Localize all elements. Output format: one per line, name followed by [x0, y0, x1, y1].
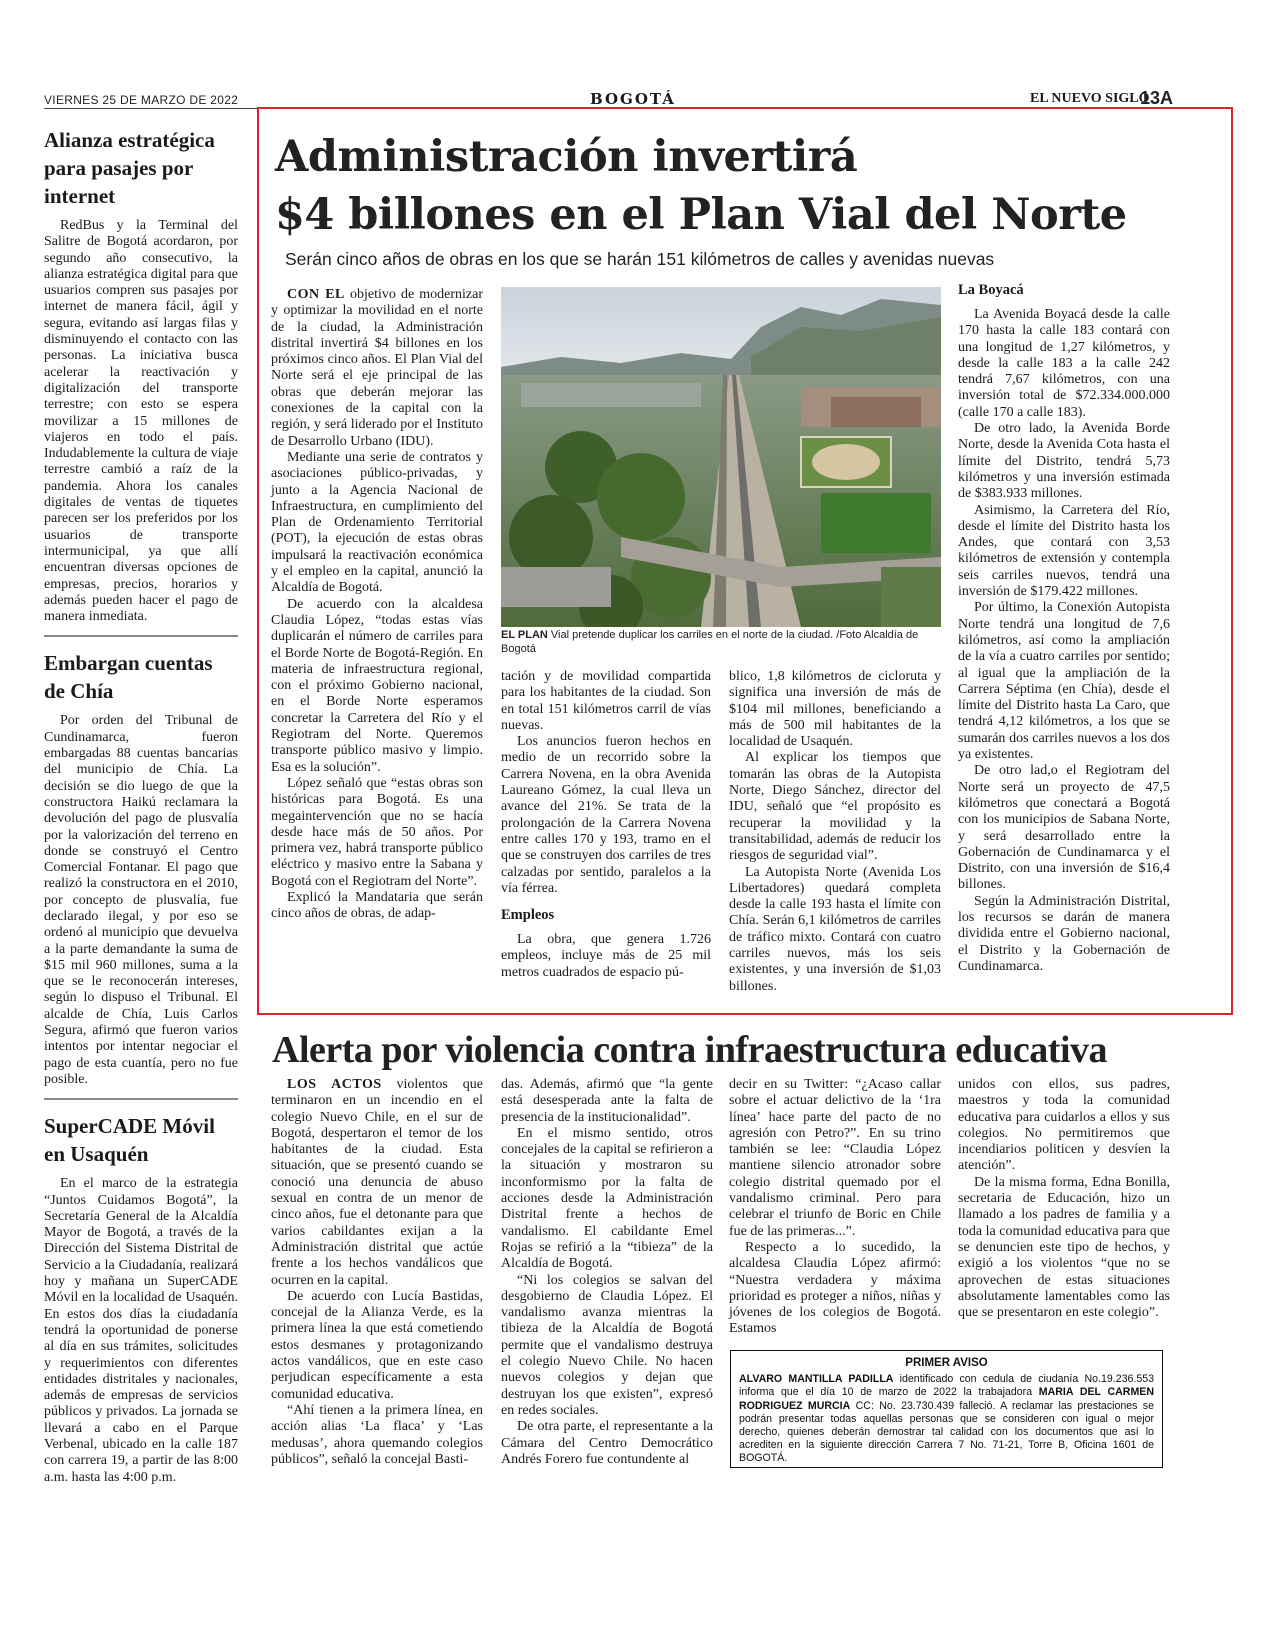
- second-headline: Alerta por violencia contra infraestructura educativa: [272, 1029, 1108, 1071]
- article-paragraph: De otro lado, la Avenida Borde Norte, desde la Avenida Cota hasta el límite del Distrito, tendrá 5,73 kilómetros y una inversión estimada de $383.933 millones.: [958, 421, 1170, 502]
- article-paragraph: “Ahí tienen a la primera línea, en acción alias ‘La flaca’ y ‘Las medusas’, ahora quemando colegios públicos”, señaló la concejal Basti-: [271, 1402, 483, 1467]
- section-name: BOGOTÁ: [590, 90, 676, 108]
- brief-title: Embargan cuentas de Chía: [44, 651, 213, 704]
- article-paragraph: De acuerdo con Lucía Bastidas, concejal de la Alianza Verde, es la primera línea la que está cometiendo estos desmanes y protagonizando actos vandálicos, que en este caso perjudican específicamente a esta comunidad educativa.: [271, 1288, 483, 1402]
- main-col-1: [271, 287, 483, 923]
- article-paragraph: De otra parte, el representante a la Cámara del Centro Democrático Andrés Forero fue contundente al: [501, 1419, 713, 1467]
- article-paragraph: Respecto a lo sucedido, la alcaldesa Claudia López afirmó: “Nuestra verdadera y máxima prioridad es proteger a niños, niñas y jóvenes de los colegios de Bogotá. Estamos: [729, 1239, 941, 1337]
- brief-paragraph: En el marco de la estrategia “Juntos Cuidamos Bogotá”, la Secretaría General de la Alcaldía Mayor de Bogotá, a través de la Dirección del Sistema Distrital de Servicio a la Ciudadanía, realizará hoy y mañana un SuperCADE Móvil en la localidad de Usaquén. En estos dos días la ciudadanía tendrá la oportunidad de ponerse al día en sus trámites, solicitudes y requerimientos con diferentes entidades distritales y nacionales, además de empresas de servicios públicos y privados. La jornada se llevará a cabo en el Parque Verbenal, ubicado en la calle 187 con carrera 19, a partir de las 8:00 a.m. hasta las 4:00 p.m.: [44, 1176, 238, 1485]
- brief-chia: [44, 649, 238, 1088]
- article-paragraph: decir en su Twitter: “¿Acaso callar sobre el actuar delictivo de la ‘1ra línea’ hace parte del pacto de no agresión con Petro?”. En su trino también se lee: “Claudia López mantiene silencio atronador sobre colegio distrital quemado por el vandalismo criminal. Pero para celebrar el triunfo de Boric en Chile fue de las primeras...”.: [729, 1077, 941, 1239]
- subhead-empleos: Empleos: [501, 907, 555, 924]
- notice-title: PRIMER AVISO: [905, 1357, 988, 1369]
- article-paragraph: López señaló que “estas obras son históricas para Bogotá. Es una megaintervención que no se hacía desde hace más de 50 años. Por primera vez, habrá transporte público eléctrico y masivo entre la Sabana y Bogotá con el Regiotram del Norte”.: [271, 775, 483, 889]
- brief-paragraph: RedBus y la Terminal del Salitre de Bogotá acordaron, por segundo año consecutivo, la alianza estratégica digital para que usuarios compren sus pasajes por internet de manera fácil, ágil y segura, evitando así largas filas y disminuyendo el contacto con las personas. La iniciativa busca acelerar la reactivación y digitalización del transporte terrestre; con esto se espera movilizar a 15 millones de viajeros en todo el país. Indudablemente la cultura de viaje terrestre cambió a raíz de la pandemia. Ahora los canales digitales de ventas de tiquetes parecen ser los preferidos por los usuarios de transporte intermunicipal, ya que allí encuentran diversas opciones de empresas, precios, horarios y además pueden hacer el pago de manera inmediata.: [44, 218, 238, 625]
- article-paragraph: Por último, la Conexión Autopista Norte tendrá una longitud de 7,6 kilómetros, así como la ampliación de la vía a cuatro carriles por sentido; al igual que la ampliación de la Carrera Séptima (en Chía), desde el límite del Distrito hasta La Caro, que tendrá 4,12 kilómetros, a los que se sumarán dos carriles nuevos a los dos ya existentes.: [958, 600, 1170, 763]
- main-headline: [275, 128, 1205, 244]
- article-paragraph: La obra, que genera 1.726 empleos, incluye más de 25 mil metros cuadrados de espacio pú-: [501, 932, 711, 980]
- article-paragraph: Según la Administración Distrital, los recursos se darán de manera dividida entre el Gobierno nacional, el Distrito y la Gobernación de Cundinamarca.: [958, 893, 1170, 974]
- article-paragraph: unidos con ellos, sus padres, maestros y toda la comunidad educativa para cuidarlos a ellos y sus colegios. No permitiremos que incendiarios politicen y desvíen la atención”.: [958, 1077, 1170, 1174]
- second-col-2: [501, 1077, 713, 1468]
- article-paragraph: De acuerdo con la alcaldesa Claudia López, “todas estas vías duplicarán el número de carriles para el Borde Norte de Bogotá-Región. En materia de infraestructura regional, con el próximo Gobierno nacional, en el Borde Norte esperamos concretar la Carretera del Río y el Regiotram del Norte. Queremos transporte público masivo y limpio. Esa es la solución”.: [271, 596, 483, 775]
- brief-supercade: [44, 1112, 238, 1486]
- page-number: 13A: [1140, 88, 1174, 108]
- brief-title: SuperCADE Móvil en Usaquén: [44, 1114, 215, 1167]
- sidebar: [44, 126, 238, 1486]
- notice-name: ALVARO MANTILLA PADILLA: [739, 1373, 894, 1386]
- notice-name: MARIA DEL CARMEN RODRIGUEZ MURCIA: [739, 1386, 1154, 1412]
- lead-in: LOS ACTOS: [287, 1077, 382, 1092]
- subhead-la-boyaca: La Boyacá: [958, 282, 1024, 298]
- article-paragraph: violentos que terminaron en un incendio en el colegio Nuevo Chile, en el sur de Bogotá, despertaron el temor de los habitantes de la ciudad. Esta situación, que se presentó cuando se conoció una denuncia de abuso sexual en contra de un menor de cinco años, fue el detonante para que varios cabildantes exijan a la Administración distrital que actúe frente a los hechos vandálicos que ocurren en la capital.: [271, 1077, 483, 1288]
- main-col-2: [501, 669, 711, 981]
- caption-text: Vial pretende duplicar los carriles en el norte de la ciudad. /Foto Alcaldía de Bogotá: [501, 629, 919, 655]
- main-col-4: [958, 282, 1170, 975]
- notice-body: [739, 1373, 1154, 1465]
- article-paragraph: objetivo de modernizar y optimizar la movilidad en el norte de la ciudad, la Administración distrital invertirá $4 billones en los próximos cinco años. El Plan Vial del Norte será el eje principal de las obras que deberán mejorar las conexiones de la capital con la región, y será liderado por el Instituto de Desarrollo Urbano (IDU).: [271, 287, 484, 449]
- headline-line: $4 billones en el Plan Vial del Norte: [275, 190, 1127, 240]
- article-paragraph: blico, 1,8 kilómetros de cicloruta y significa una inversión de más de $104 mil millones, beneficiando a más de 500 mil habitantes de la localidad de Usaquén.: [729, 669, 941, 750]
- brief-divider: [44, 635, 238, 637]
- article-paragraph: La Autopista Norte (Avenida Los Libertadores) quedará completa desde la calle 193 hasta el límite con Chía. Serán 6,1 kilómetros de carriles de tráfico mixto. Contará con cuatro carriles nuevos, más los seis existentes, y una inversión de $1,03 billones.: [729, 864, 941, 994]
- brief-redbus: [44, 126, 238, 625]
- caption-lead: EL PLAN: [501, 629, 548, 641]
- article-paragraph: das. Además, afirmó que “la gente está desesperada ante la falta de presencia de la institucionalidad”.: [501, 1077, 713, 1125]
- article-paragraph: Explicó la Mandataria que serán cinco años de obras, de adap-: [271, 889, 483, 922]
- photo-caption: [501, 628, 941, 656]
- article-paragraph: tación y de movilidad compartida para los habitantes de la ciudad. Son en total 151 kilómetros carril de vías nuevas.: [501, 669, 711, 733]
- legal-notice-box: [730, 1350, 1163, 1468]
- issue-date: VIERNES 25 DE MARZO DE 2022: [44, 93, 239, 107]
- brief-paragraph: Por orden del Tribunal de Cundinamarca, fueron embargadas 88 cuentas bancarias del municipio de Chía. La decisión se dio luego de que la constructora Haikú reclamara la devolución del pago de plusvalía por la valorización del terreno en donde se construyó el Centro Comercial Fontanar. El pago que realizó la constructora en el 2010, por concepto de plusvalía, fue declarado ilegal, y por eso se ordenó al municipio que devuelva a la parte demandante la suma de $15 mil 960 millones, suma a la que se le reconocerán intereses, según lo dispuso el Tribunal. El alcalde de Chía, Luis Carlos Segura, afirmó que fueron varios intentos por intentar negociar el pago de esta cuantía, pero no fue posible.: [44, 713, 238, 1087]
- main-deck: Serán cinco años de obras en los que se harán 151 kilómetros de calles y avenidas nuevas: [285, 249, 995, 269]
- brief-divider: [44, 1098, 238, 1100]
- article-paragraph: Al explicar los tiempos que tomarán las obras de la Autopista Norte, Diego Sánchez, director del IDU, señaló que “el propósito es recuperar la movilidad y la transitabilidad, además de reducir los riesgos de seguridad vial”.: [729, 750, 941, 864]
- article-paragraph: Mediante una serie de contratos y asociaciones público-privadas, y junto a la Agencia Nacional de Infraestructura, en cumplimiento del Plan de Ordenamiento Territorial (POT), la ejecución de estas obras impulsará la reactivación económica y el empleo en la capital, anunció la Alcaldía de Bogotá.: [271, 449, 483, 596]
- article-paragraph: La Avenida Boyacá desde la calle 170 hasta la calle 183 contará con una longitud de 1,27 kilómetros, y desde la calle 183 a la calle 242 tendrá 7,67 kilómetros, con una inversión total de $72.334.000.000 (calle 170 a calle 183).: [958, 307, 1170, 420]
- article-paragraph: De la misma forma, Edna Bonilla, secretaria de Educación, hizo un llamado a los padres de familia y a toda la comunidad educativa para que se denuncien este tipo de hechos, y exigió a los violentos “que no se aprovechen de estas situaciones absolutamente lamentables como las que se presentaron en este colegio”.: [958, 1174, 1170, 1321]
- article-paragraph: De otro lad,o el Regiotram del Norte será un proyecto de 47,5 kilómetros que conectará a Bogotá con los municipios de Sabana Norte, y será desarrollado entre la Gobernación de Cundinamarca y el Distrito, con una inversión de $16,4 billones.: [958, 763, 1170, 893]
- headline-line: Administración invertirá: [275, 132, 858, 182]
- notice-text: identificado con cedula de ciudanía No.19.236.553 informa que el día 10 de marzo de 2022 la trabajadora: [739, 1373, 1154, 1399]
- article-paragraph: Los anuncios fueron hechos en medio de un recorrido sobre la Carrera Novena, en la obra Avenida Laureano Gómez, la cual lleva un avance del 21%. Se trata de la prolongación de la Carrera Novena entre calles 170 y 193, tramo en el que se construyen dos carriles de tres calzadas por sentido, paralelos a la vía férrea.: [501, 734, 711, 896]
- article-paragraph: En el mismo sentido, otros concejales de la capital se refirieron a la situación y mostraron su inconformismo por la falta de acciones desde la Administración Distrital frente a hechos de vandalismo. El cabildante Emel Rojas se refirió a la “tibieza” de la Alcaldía de Bogotá.: [501, 1125, 713, 1272]
- aerial-road-photo-icon: [501, 287, 941, 627]
- second-col-1: [271, 1077, 483, 1468]
- newspaper-name: EL NUEVO SIGLO: [1030, 91, 1150, 106]
- article-paragraph: “Ni los colegios se salvan del desgobierno de Claudia López. El vandalismo avanza mientras la tibieza de la Alcaldía de Bogotá permite que el vandalismo destruya el colegio Nuevo Chile. No hacen nuevos colegios y dejan que destruyan los que existen”, expresó en redes sociales.: [501, 1272, 713, 1418]
- second-col-4: [958, 1077, 1170, 1321]
- second-col-3: [729, 1077, 941, 1338]
- lead-in: CON EL: [287, 287, 345, 302]
- main-col-3: [729, 669, 941, 995]
- article-paragraph: Asimismo, la Carretera del Río, desde el límite del Distrito hasta los Andes, que contará con 3,53 kilómetros de extensión y contempla seis carriles nuevos, tendrá una inversión de $179.422 millones.: [958, 502, 1170, 600]
- notice-text: CC: No. 23.730.439 falleció. A reclamar las prestaciones se podrán presentar todas aquellas personas que se consideren con igual o mejor derecho, quienes deberán demostrar tal calidad con los documentos que así lo acrediten en la siguiente dirección Carrera 7 No. 71-21, Torre B, Oficina 1601 de BOGOTÁ.: [739, 1399, 1154, 1465]
- brief-title: Alianza estratégica para pasajes por internet: [44, 128, 215, 208]
